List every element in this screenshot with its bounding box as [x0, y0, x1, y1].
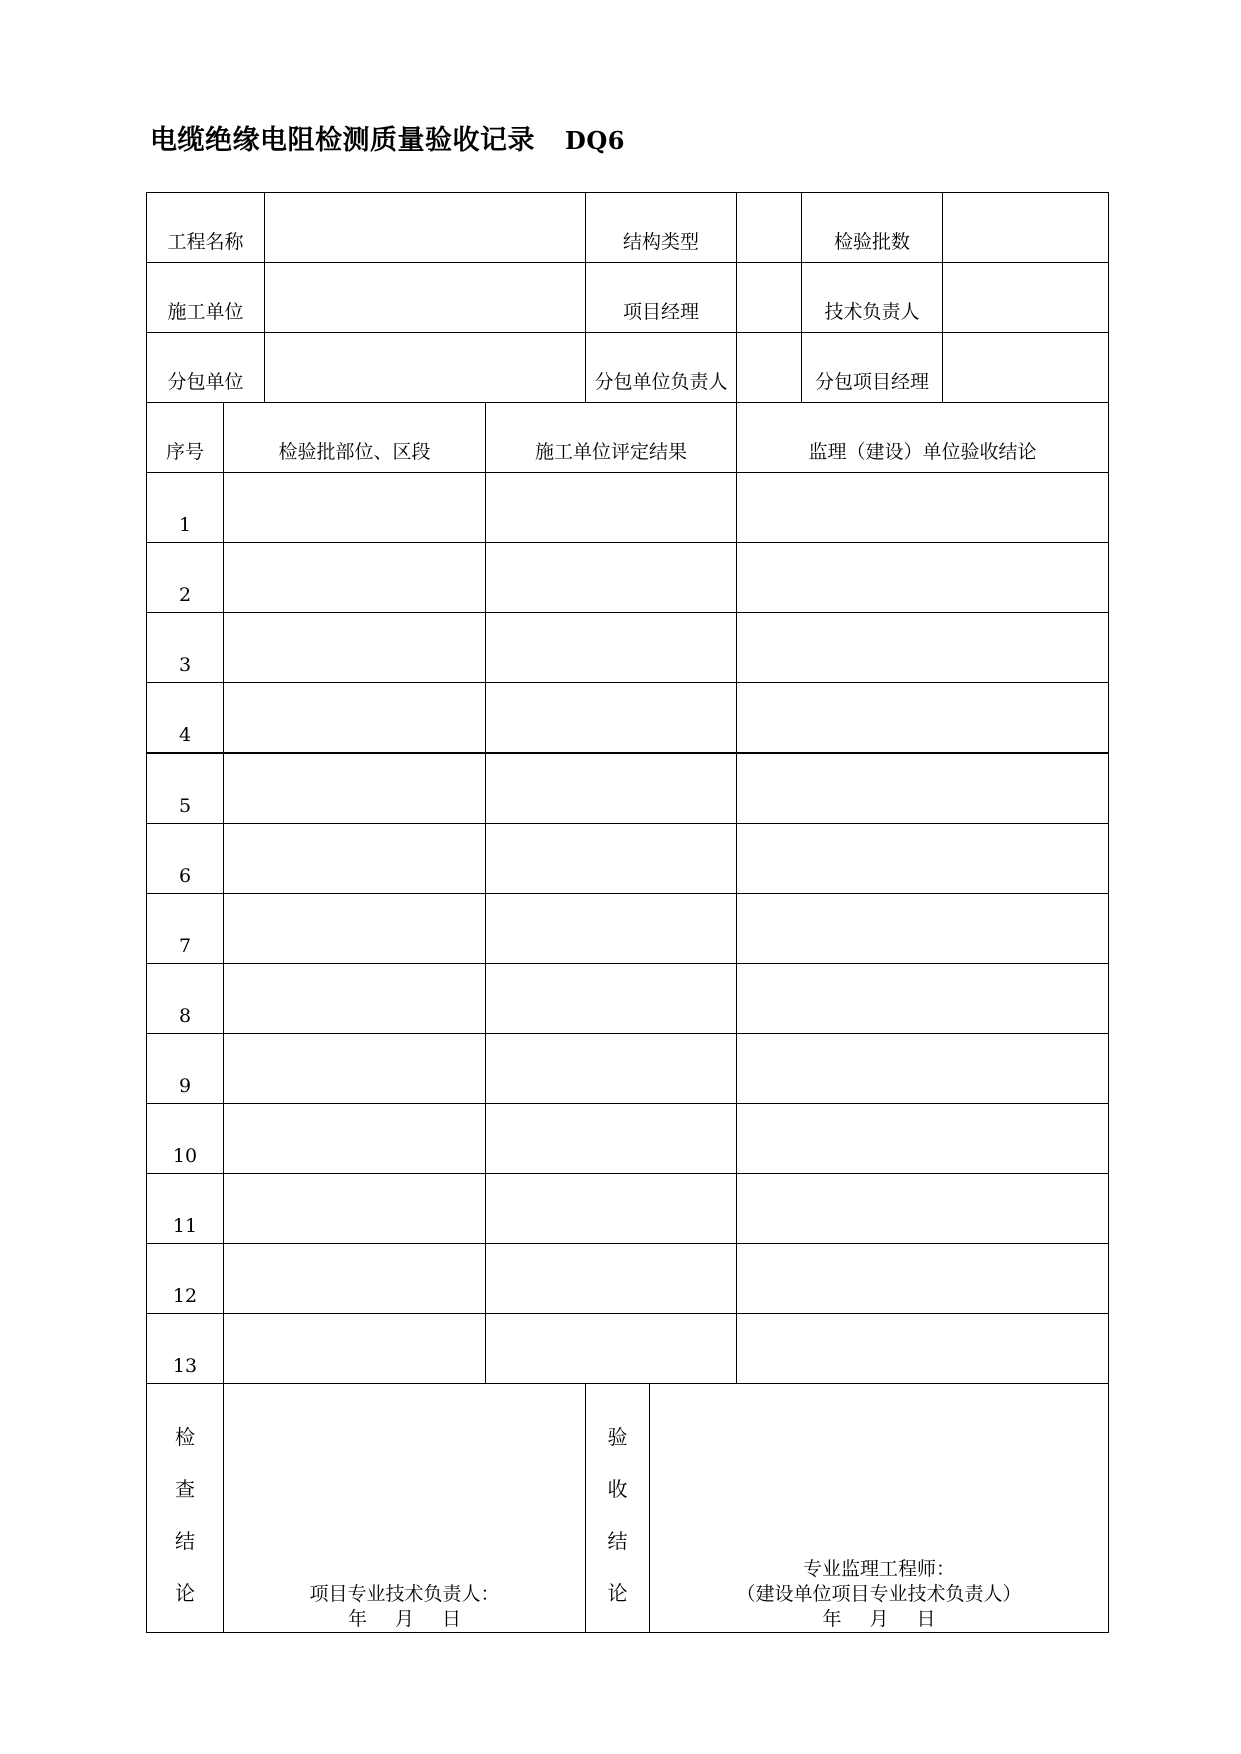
supervisor-result-cell[interactable]: [737, 613, 1109, 683]
location-cell[interactable]: [224, 894, 486, 964]
document-code: DQ6: [565, 126, 625, 155]
table-row: [147, 613, 1109, 683]
table-row: [147, 753, 1109, 824]
location-cell[interactable]: [224, 824, 486, 894]
batch-count-label: 检验批数: [802, 193, 943, 263]
self-result-cell[interactable]: [486, 613, 737, 683]
location-header: 检验批部位、区段: [224, 403, 486, 473]
construction-unit-label: 施工单位: [147, 263, 265, 333]
project-name-label: 工程名称: [147, 193, 265, 263]
table-row: [147, 1104, 1109, 1174]
conclusion-row: [147, 1384, 1109, 1633]
supervisor-result-cell[interactable]: [737, 1034, 1109, 1104]
inspection-signer-label: 项目专业技术负责人：: [309, 1583, 500, 1605]
table-row: [147, 824, 1109, 894]
self-result-cell[interactable]: [486, 894, 737, 964]
structure-type-field[interactable]: [737, 193, 802, 263]
supervisor-result-cell[interactable]: [737, 1314, 1109, 1384]
batch-count-field[interactable]: [943, 193, 1109, 263]
inspection-conclusion-field[interactable]: [224, 1384, 586, 1633]
document-title: 电缆绝缘电阻检测质量验收记录: [150, 125, 535, 156]
supervisor-result-header: 监理（建设）单位验收结论: [737, 403, 1109, 473]
acceptance-signature: [650, 1557, 1108, 1632]
location-cell[interactable]: [224, 1104, 486, 1174]
self-result-cell[interactable]: [486, 543, 737, 613]
location-cell[interactable]: [224, 543, 486, 613]
acceptance-signer-label: 专业监理工程师：: [803, 1558, 956, 1580]
row-number: 7: [147, 894, 224, 964]
supervisor-result-cell[interactable]: [737, 894, 1109, 964]
row-number: 9: [147, 1034, 224, 1104]
supervisor-result-cell[interactable]: [737, 543, 1109, 613]
self-result-header: 施工单位评定结果: [486, 403, 737, 473]
table-row: [147, 1034, 1109, 1104]
supervisor-result-cell[interactable]: [737, 964, 1109, 1034]
project-manager-label: 项目经理: [586, 263, 737, 333]
table-row: [147, 683, 1109, 754]
subcontractor-field[interactable]: [265, 333, 586, 403]
acceptance-record-table: [146, 192, 1109, 1633]
self-result-cell[interactable]: [486, 824, 737, 894]
page-title: [150, 118, 625, 157]
inspection-date: 年 月 日: [347, 1608, 462, 1630]
row-number: 12: [147, 1244, 224, 1314]
acceptance-date: 年 月 日: [822, 1608, 936, 1630]
subcontractor-label: 分包单位: [147, 333, 265, 403]
row-number: 5: [147, 753, 224, 824]
construction-unit-field[interactable]: [265, 263, 586, 333]
location-cell[interactable]: [224, 1034, 486, 1104]
row-number: 1: [147, 473, 224, 543]
table-row: [147, 1314, 1109, 1384]
row-number: 11: [147, 1174, 224, 1244]
table-row: [147, 1244, 1109, 1314]
supervisor-result-cell[interactable]: [737, 473, 1109, 543]
column-header-row: [147, 403, 1109, 473]
subcontractor-lead-label: 分包单位负责人: [586, 333, 737, 403]
acceptance-conclusion-label: 验 收 结 论: [586, 1384, 650, 1633]
supervisor-result-cell[interactable]: [737, 753, 1109, 824]
inspection-signature: [224, 1582, 585, 1632]
location-cell[interactable]: [224, 964, 486, 1034]
row-number: 10: [147, 1104, 224, 1174]
self-result-cell[interactable]: [486, 964, 737, 1034]
location-cell[interactable]: [224, 1174, 486, 1244]
row-number: 4: [147, 683, 224, 754]
supervisor-result-cell[interactable]: [737, 1174, 1109, 1244]
info-row-3: [147, 333, 1109, 403]
table-row: [147, 1174, 1109, 1244]
location-cell[interactable]: [224, 753, 486, 824]
tech-lead-field[interactable]: [943, 263, 1109, 333]
location-cell[interactable]: [224, 1314, 486, 1384]
acceptance-conclusion-field[interactable]: [650, 1384, 1109, 1633]
self-result-cell[interactable]: [486, 473, 737, 543]
supervisor-result-cell[interactable]: [737, 824, 1109, 894]
row-number: 8: [147, 964, 224, 1034]
self-result-cell[interactable]: [486, 1034, 737, 1104]
row-number: 13: [147, 1314, 224, 1384]
sub-project-manager-label: 分包项目经理: [802, 333, 943, 403]
table-row: [147, 894, 1109, 964]
seq-header: 序号: [147, 403, 224, 473]
location-cell[interactable]: [224, 1244, 486, 1314]
self-result-cell[interactable]: [486, 1174, 737, 1244]
supervisor-result-cell[interactable]: [737, 683, 1109, 754]
location-cell[interactable]: [224, 473, 486, 543]
structure-type-label: 结构类型: [586, 193, 737, 263]
location-cell[interactable]: [224, 613, 486, 683]
inspection-conclusion-label: 检 查 结 论: [147, 1384, 224, 1633]
self-result-cell[interactable]: [486, 1104, 737, 1174]
supervisor-result-cell[interactable]: [737, 1244, 1109, 1314]
table-row: [147, 964, 1109, 1034]
self-result-cell[interactable]: [486, 683, 737, 754]
table-row: [147, 543, 1109, 613]
sub-project-manager-field[interactable]: [943, 333, 1109, 403]
table-row: [147, 473, 1109, 543]
self-result-cell[interactable]: [486, 1244, 737, 1314]
subcontractor-lead-field[interactable]: [737, 333, 802, 403]
acceptance-signer-sublabel: （建设单位项目专业技术负责人）: [736, 1583, 1022, 1605]
location-cell[interactable]: [224, 683, 486, 754]
self-result-cell[interactable]: [486, 1314, 737, 1384]
tech-lead-label: 技术负责人: [802, 263, 943, 333]
info-row-2: [147, 263, 1109, 333]
self-result-cell[interactable]: [486, 753, 737, 824]
project-name-field[interactable]: [265, 193, 586, 263]
row-number: 3: [147, 613, 224, 683]
row-number: 2: [147, 543, 224, 613]
supervisor-result-cell[interactable]: [737, 1104, 1109, 1174]
project-manager-field[interactable]: [737, 263, 802, 333]
row-number: 6: [147, 824, 224, 894]
info-row-1: [147, 193, 1109, 263]
